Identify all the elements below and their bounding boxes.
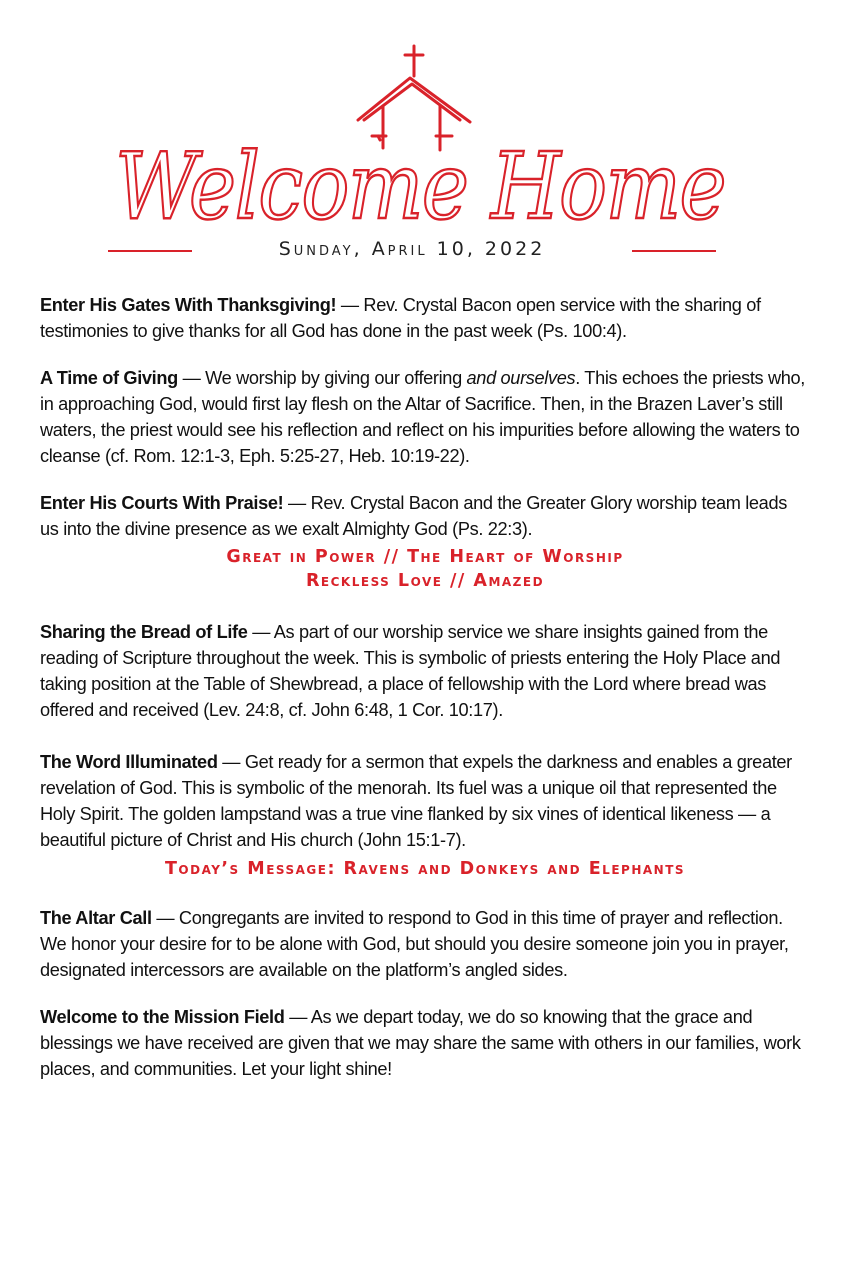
order-of-service — [40, 292, 810, 1103]
section-altar-call — [40, 905, 810, 983]
section-body: — Rev. Crystal Bacon open service with the sharing of testimonies to give thanks for all God has done in the past week (Ps. 100:4). — [40, 295, 761, 341]
section-mission-field — [40, 1004, 810, 1082]
section-bread-of-life — [40, 619, 810, 723]
todays-message: Today’s Message: Ravens and Donkeys and Elephants — [164, 859, 686, 879]
welcome-home-logo — [100, 40, 740, 245]
song-list — [40, 545, 810, 593]
section-title: Sharing the Bread of Life — [40, 622, 248, 642]
section-body-continued: . This echoes the priests who, in approaching God, would first lay flesh on the Altar of Sacrifice. Then, in the Brazen Laver’s still waters, the priest would see his reflection and reflect on his impurities before allowing the waters to cleanse (cf. Rom. 12:1-3, Eph. 5:25-27, Heb. 10:19-22). — [40, 368, 805, 466]
section-body: — As part of our worship service we share insights gained from the reading of Scripture throughout the week. This is symbolic of priests entering the Holy Place and taking position at the Table of Shewbread, a place of fellowship with the Lord where bread was offered and received (Lev. 24:8, cf. John 6:48, 1 Cor. 10:17). — [40, 622, 781, 720]
service-date: Sunday, April 10, 2022 — [278, 238, 546, 260]
section-title: Enter His Gates With Thanksgiving! — [40, 295, 337, 315]
section-praise — [40, 490, 810, 542]
section-title: The Word Illuminated — [40, 752, 218, 772]
section-body: — Rev. Crystal Bacon and the Greater Glory worship team leads us into the divine presence as we exalt Almighty God (Ps. 22:3). — [40, 493, 787, 539]
section-body: — Get ready for a sermon that expels the darkness and enables a greater revelation of God. This is symbolic of the menorah. Its fuel was a unique oil that represented the Holy Spirit. The golden lampstand was a true vine flanked by six vines of identical likeness — a beautiful picture of Christ and His church (John 15:1-7). — [40, 752, 792, 850]
section-giving — [40, 365, 810, 469]
section-emphasis: and ourselves — [466, 368, 576, 388]
logo-text: Welcome Home — [115, 133, 725, 240]
section-thanksgiving — [40, 292, 810, 344]
song-line: Great in Power // The Heart of Worship — [226, 547, 624, 567]
section-body: — As we depart today, we do so knowing that the grace and blessings we have received are given that we may share the same with others in our families, work places, and communities. Let your light shine! — [40, 1007, 801, 1079]
section-word-illuminated — [40, 749, 810, 853]
section-body: — Congregants are invited to respond to God in this time of prayer and reflection. We honor your desire for to be alone with God, but should you desire someone join you in prayer, designated intercessors are available on the platform’s angled sides. — [40, 908, 789, 980]
section-title: Enter His Courts With Praise! — [40, 493, 284, 513]
section-title: Welcome to the Mission Field — [40, 1007, 285, 1027]
section-title: The Altar Call — [40, 908, 152, 928]
section-title: A Time of Giving — [40, 368, 178, 388]
header-rule-right — [632, 250, 716, 252]
header — [0, 0, 844, 270]
header-rule-left — [108, 250, 192, 252]
section-body: — We worship by giving our offering — [177, 368, 467, 388]
song-line: Reckless Love // Amazed — [305, 571, 545, 591]
message-block — [40, 857, 810, 881]
